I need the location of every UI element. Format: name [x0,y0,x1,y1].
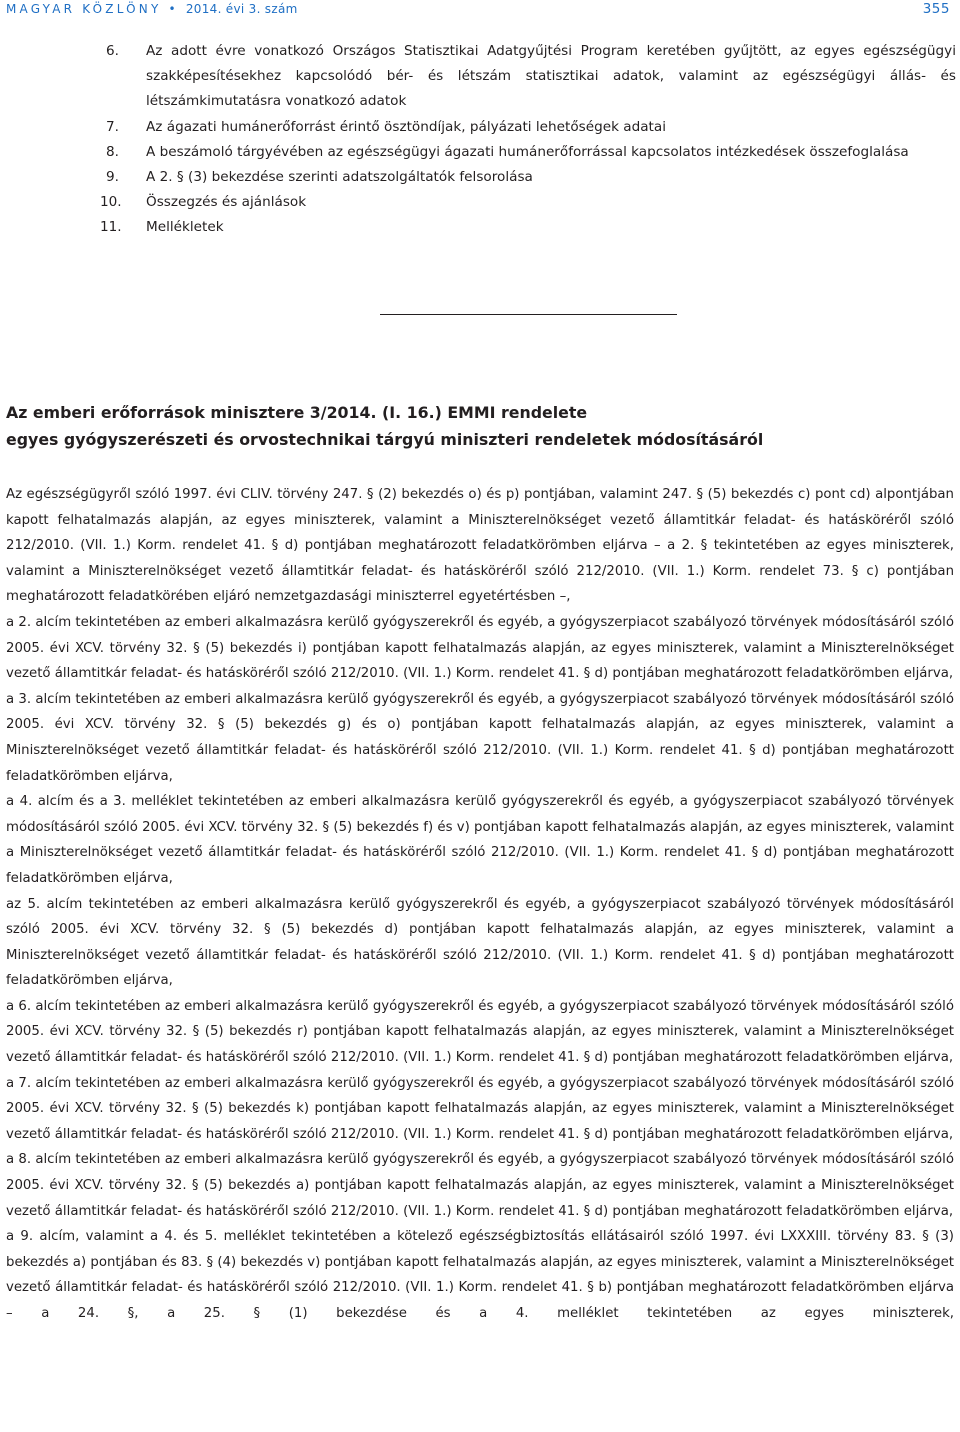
list-item-number: 10. [100,194,122,211]
list-item-text: A beszámoló tárgyévében az egészségügyi ágazati humánerőforrással kapcsolatos intézkedések összefoglalása [146,143,909,160]
preamble-paragraph: a 9. alcím, valamint a 4. és 5. melléklet tekintetében a kötelező egészségbiztosítás ellátásairól szóló 1997. évi LXXXIII. törvény 83. § (3) bekezdés a) pontjában és 83. § (4) bekezdés v) pontjában kapott felhatalmazás alapján, az egyes miniszterek, valamint a Miniszterelnökséget vezető államtitkár feladat- és hatásköréről szóló 212/2010. (VII. 1.) Korm. rendelet 41. § b) pontjában meghatározott feladatkörömben eljárva – a 24. §, a 25. § (1) bekezdése és a 4. melléklet tekintetében az egyes miniszterek, [6,1229,954,1321]
list-item-number: 11. [100,219,122,236]
list-item-number: 8. [106,143,119,160]
list-item-number: 7. [106,118,119,135]
list-item [0,190,960,215]
list-item [0,115,960,140]
list-item-number: 9. [106,169,119,186]
issue-label: 2014. évi 3. szám [185,2,298,16]
preamble-paragraph: a 6. alcím tekintetében az emberi alkalmazásra kerülő gyógyszerekről és egyéb, a gyógyszerpiacot szabályozó törvények módosításáról szóló 2005. évi XCV. törvény 32. § (5) bekezdés r) pontjában kapott felhatalmazás alapján, az egyes miniszterek, valamint a Miniszterelnökséget vezető államtitkár feladat- és hatásköréről szóló 212/2010. (VII. 1.) Korm. rendelet 41. § d) pontjában meghatározott feladatkörömben eljárva, [6,998,954,1066]
preamble-paragraph: Az egészségügyről szóló 1997. évi CLIV. törvény 247. § (2) bekezdés o) és p) pontjában, valamint 247. § (5) bekezdés c) pont cd) alpontjában kapott felhatalmazás alapján, az egyes miniszterek, valamint a Miniszterelnökséget vezető államtitkár feladat- és hatásköréről szóló 212/2010. (VII. 1.) Korm. rendelet 41. § d) pontjában meghatározott feladatkörömben eljárva – a 2. § tekintetében az egyes miniszterek, valamint a Miniszterelnökséget vezető államtitkár feladat- és hatásköréről szóló 212/2010. (VII. 1.) Korm. rendelet 73. § c) pontjában meghatározott feladatkörében eljáró nemzetgazdasági miniszterrel egyetértésben –, [6,487,954,605]
list-item-text: A 2. § (3) bekezdése szerinti adatszolgáltatók felsorolása [146,169,533,186]
list-item [0,165,960,190]
page-number: 355 [922,1,950,17]
list-item [0,39,960,115]
header-bullet: • [168,2,179,16]
list-item-text: Az ágazati humánerőforrást érintő ösztöndíjak, pályázati lehetőségek adatai [146,118,666,135]
list-item-text: Összegzés és ajánlások [146,194,307,211]
numbered-list [0,39,960,241]
list-item-number: 6. [106,43,119,59]
preamble-paragraph: a 7. alcím tekintetében az emberi alkalmazásra kerülő gyógyszerekről és egyéb, a gyógyszerpiacot szabályozó törvények módosításáról szóló 2005. évi XCV. törvény 32. § (5) bekezdés k) pontjában kapott felhatalmazás alapján, az egyes miniszterek, valamint a Miniszterelnökséget vezető államtitkár feladat- és hatásköréről szóló 212/2010. (VII. 1.) Korm. rendelet 41. § d) pontjában meghatározott feladatkörömben eljárva, [6,1075,954,1142]
decree-preamble [6,482,954,1327]
journal-title: MAGYAR KÖZLÖNY [6,2,162,16]
section-divider [380,314,677,315]
preamble-paragraph: az 5. alcím tekintetében az emberi alkalmazásra kerülő gyógyszerekről és egyéb, a gyógyszerpiacot szabályozó törvények módosításáról szóló 2005. évi XCV. törvény 32. § (5) bekezdés d) pontjában kapott felhatalmazás alapján, az egyes miniszterek, valamint a Miniszterelnökséget vezető államtitkár feladat- és hatásköréről szóló 212/2010. (VII. 1.) Korm. rendelet 41. § d) pontjában meghatározott feladatkörömben eljárva, [6,896,954,989]
running-header [6,0,954,18]
list-item-text: Az adott évre vonatkozó Országos Statisztikai Adatgyűjtési Program keretében gyűjtött, az egyes egészségügyi szakképesítésekhez kapcsolódó bér- és létszám statisztikai adatok, valamint az egészségügyi állás- és létszámkimutatásra vonatkozó adatok [146,43,956,110]
decree-title: Az emberi erőforrások minisztere 3/2014. (I. 16.) EMMI rendelete [6,403,588,422]
preamble-paragraph: a 4. alcím és a 3. melléklet tekintetében az emberi alkalmazásra kerülő gyógyszerekről és egyéb, a gyógyszerpiacot szabályozó törvények módosításáról szóló 2005. évi XCV. törvény 32. § (5) bekezdés f) és v) pontjában kapott felhatalmazás alapján, az egyes miniszterek, valamint a Miniszterelnökséget vezető államtitkár feladat- és hatásköréről szóló 212/2010. (VII. 1.) Korm. rendelet 41. § d) pontjában meghatározott feladatkörömben eljárva, [6,794,954,886]
preamble-paragraph: a 2. alcím tekintetében az emberi alkalmazásra kerülő gyógyszerekről és egyéb, a gyógyszerpiacot szabályozó törvények módosításáról szóló 2005. évi XCV. törvény 32. § (5) bekezdés i) pontjában kapott felhatalmazás alapján, az egyes miniszterek, valamint a Miniszterelnökséget vezető államtitkár feladat- és hatásköréről szóló 212/2010. (VII. 1.) Korm. rendelet 41. § d) pontjában meghatározott feladatkörömben eljárva, [6,614,954,682]
list-item [0,215,960,240]
journal-title-group [6,2,298,16]
preamble-paragraph: a 8. alcím tekintetében az emberi alkalmazásra kerülő gyógyszerekről és egyéb, a gyógyszerpiacot szabályozó törvények módosításáról szóló 2005. évi XCV. törvény 32. § (5) bekezdés a) pontjában kapott felhatalmazás alapján, az egyes miniszterek, valamint a Miniszterelnökséget vezető államtitkár feladat- és hatásköréről szóló 212/2010. (VII. 1.) Korm. rendelet 41. § d) pontjában meghatározott feladatkörömben eljárva, [6,1152,954,1219]
decree-subtitle: egyes gyógyszerészeti és orvostechnikai tárgyú miniszteri rendeletek módosításáról [6,430,764,449]
list-item [0,140,960,165]
list-item-text: Mellékletek [146,219,224,236]
preamble-paragraph: a 3. alcím tekintetében az emberi alkalmazásra kerülő gyógyszerekről és egyéb, a gyógyszerpiacot szabályozó törvények módosításáról szóló 2005. évi XCV. törvény 32. § (5) bekezdés g) és o) pontjában kapott felhatalmazás alapján, az egyes miniszterek, valamint a Miniszterelnökséget vezető államtitkár feladat- és hatásköréről szóló 212/2010. (VII. 1.) Korm. rendelet 41. § d) pontjában meghatározott feladatkörömben eljárva, [6,691,954,784]
